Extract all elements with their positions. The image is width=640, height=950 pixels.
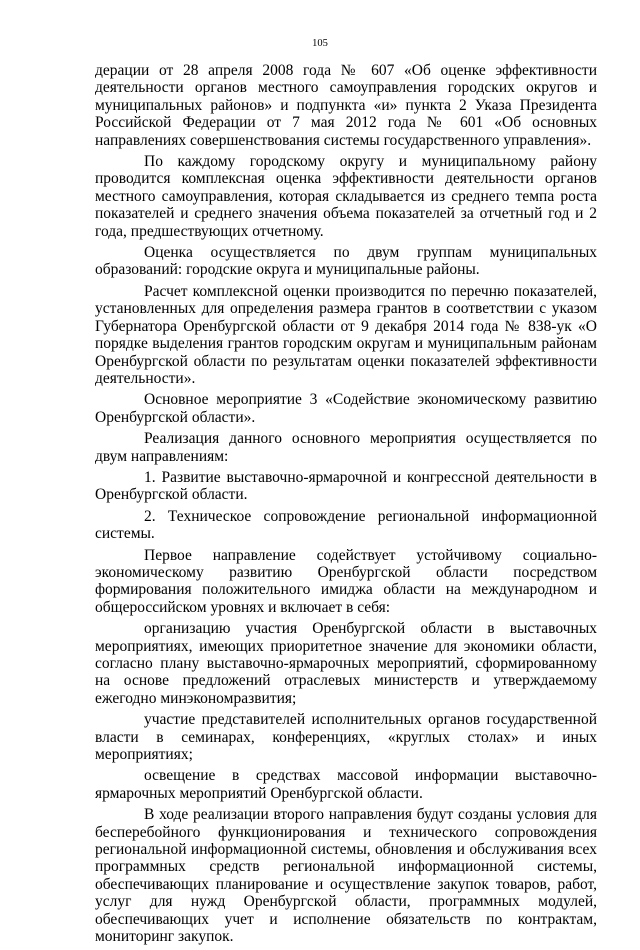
page-number: 105 [312,38,328,49]
paragraph: участие представителей исполнительных органов государственной власти в семинарах, конференциях, «круглых столах» и иных мероприятиях; [95,711,597,764]
paragraph: Реализация данного основного мероприятия осуществляется по двум направлениям: [95,430,597,465]
paragraph: 2. Техническое сопровождение региональной информационной системы. [95,507,597,543]
paragraph: Расчет комплексной оценки производится по перечню показателей, установленных для определения размера грантов в соответствии с указом Губернатора Оренбургской области от 9 декабря 2014 года № 838-ук «О порядке выделения грантов городским округам и муниципальным районам Оренбургской области по результатам оценки показателей эффективности деятельности». [95,282,597,387]
paragraph: дерации от 28 апреля 2008 года № 607 «Об оценке эффективности деятельности органов местного самоуправления городских округов и муниципальных районов» и подпункта «и» пункта 2 Указа Президента Российской Федерации от 7 мая 2012 года № 601 «Об основных направлениях совершенствования системы государственного управления». [95,62,597,149]
paragraph: Основное мероприятие 3 «Содействие экономическому развитию Оренбургской области». [95,391,597,426]
paragraph: По каждому городскому округу и муниципальному району проводится комплексная оценка эффективности деятельности органов местного самоуправления, которая складывается из среднего темпа роста показателей и среднего значения объема показателей за отчетный год и 2 года, предшествующих отчетному. [95,153,597,240]
paragraph: В ходе реализации второго направления будут созданы условия для бесперебойного функционирования и технического сопровождения региональной информационной системы, обновления и обслуживания всех программных средств региональной информационной системы, обеспечивающих планирование и осуществление закупок товаров, работ, услуг для нужд Оренбургской области, программных модулей, обеспечивающих учет и исполнение обязательств по контрактам, мониторинг закупок. [95,806,597,946]
paragraph: освещение в средствах массовой информации выставочно-ярмарочных мероприятий Оренбургской области. [95,767,597,802]
paragraph: Оценка осуществляется по двум группам муниципальных образований: городские округа и муниципальные районы. [95,244,597,279]
paragraph: Первое направление содействует устойчивому социально-экономическому развитию Оренбургской области посредством формирования положительного имиджа области на международном и общероссийском уровнях и включает в себя: [95,546,597,616]
paragraph: 1. Развитие выставочно-ярмарочной и конгрессной деятельности в Оренбургской области. [95,468,597,504]
document-body [95,62,597,950]
paragraph: организацию участия Оренбургской области в выставочных мероприятиях, имеющих приоритетное значение для экономики области, согласно плану выставочно-ярмарочных мероприятий, сформированному на основе предложений отраслевых министерств и утверждаемому ежегодно минэкономразвития; [95,620,597,707]
